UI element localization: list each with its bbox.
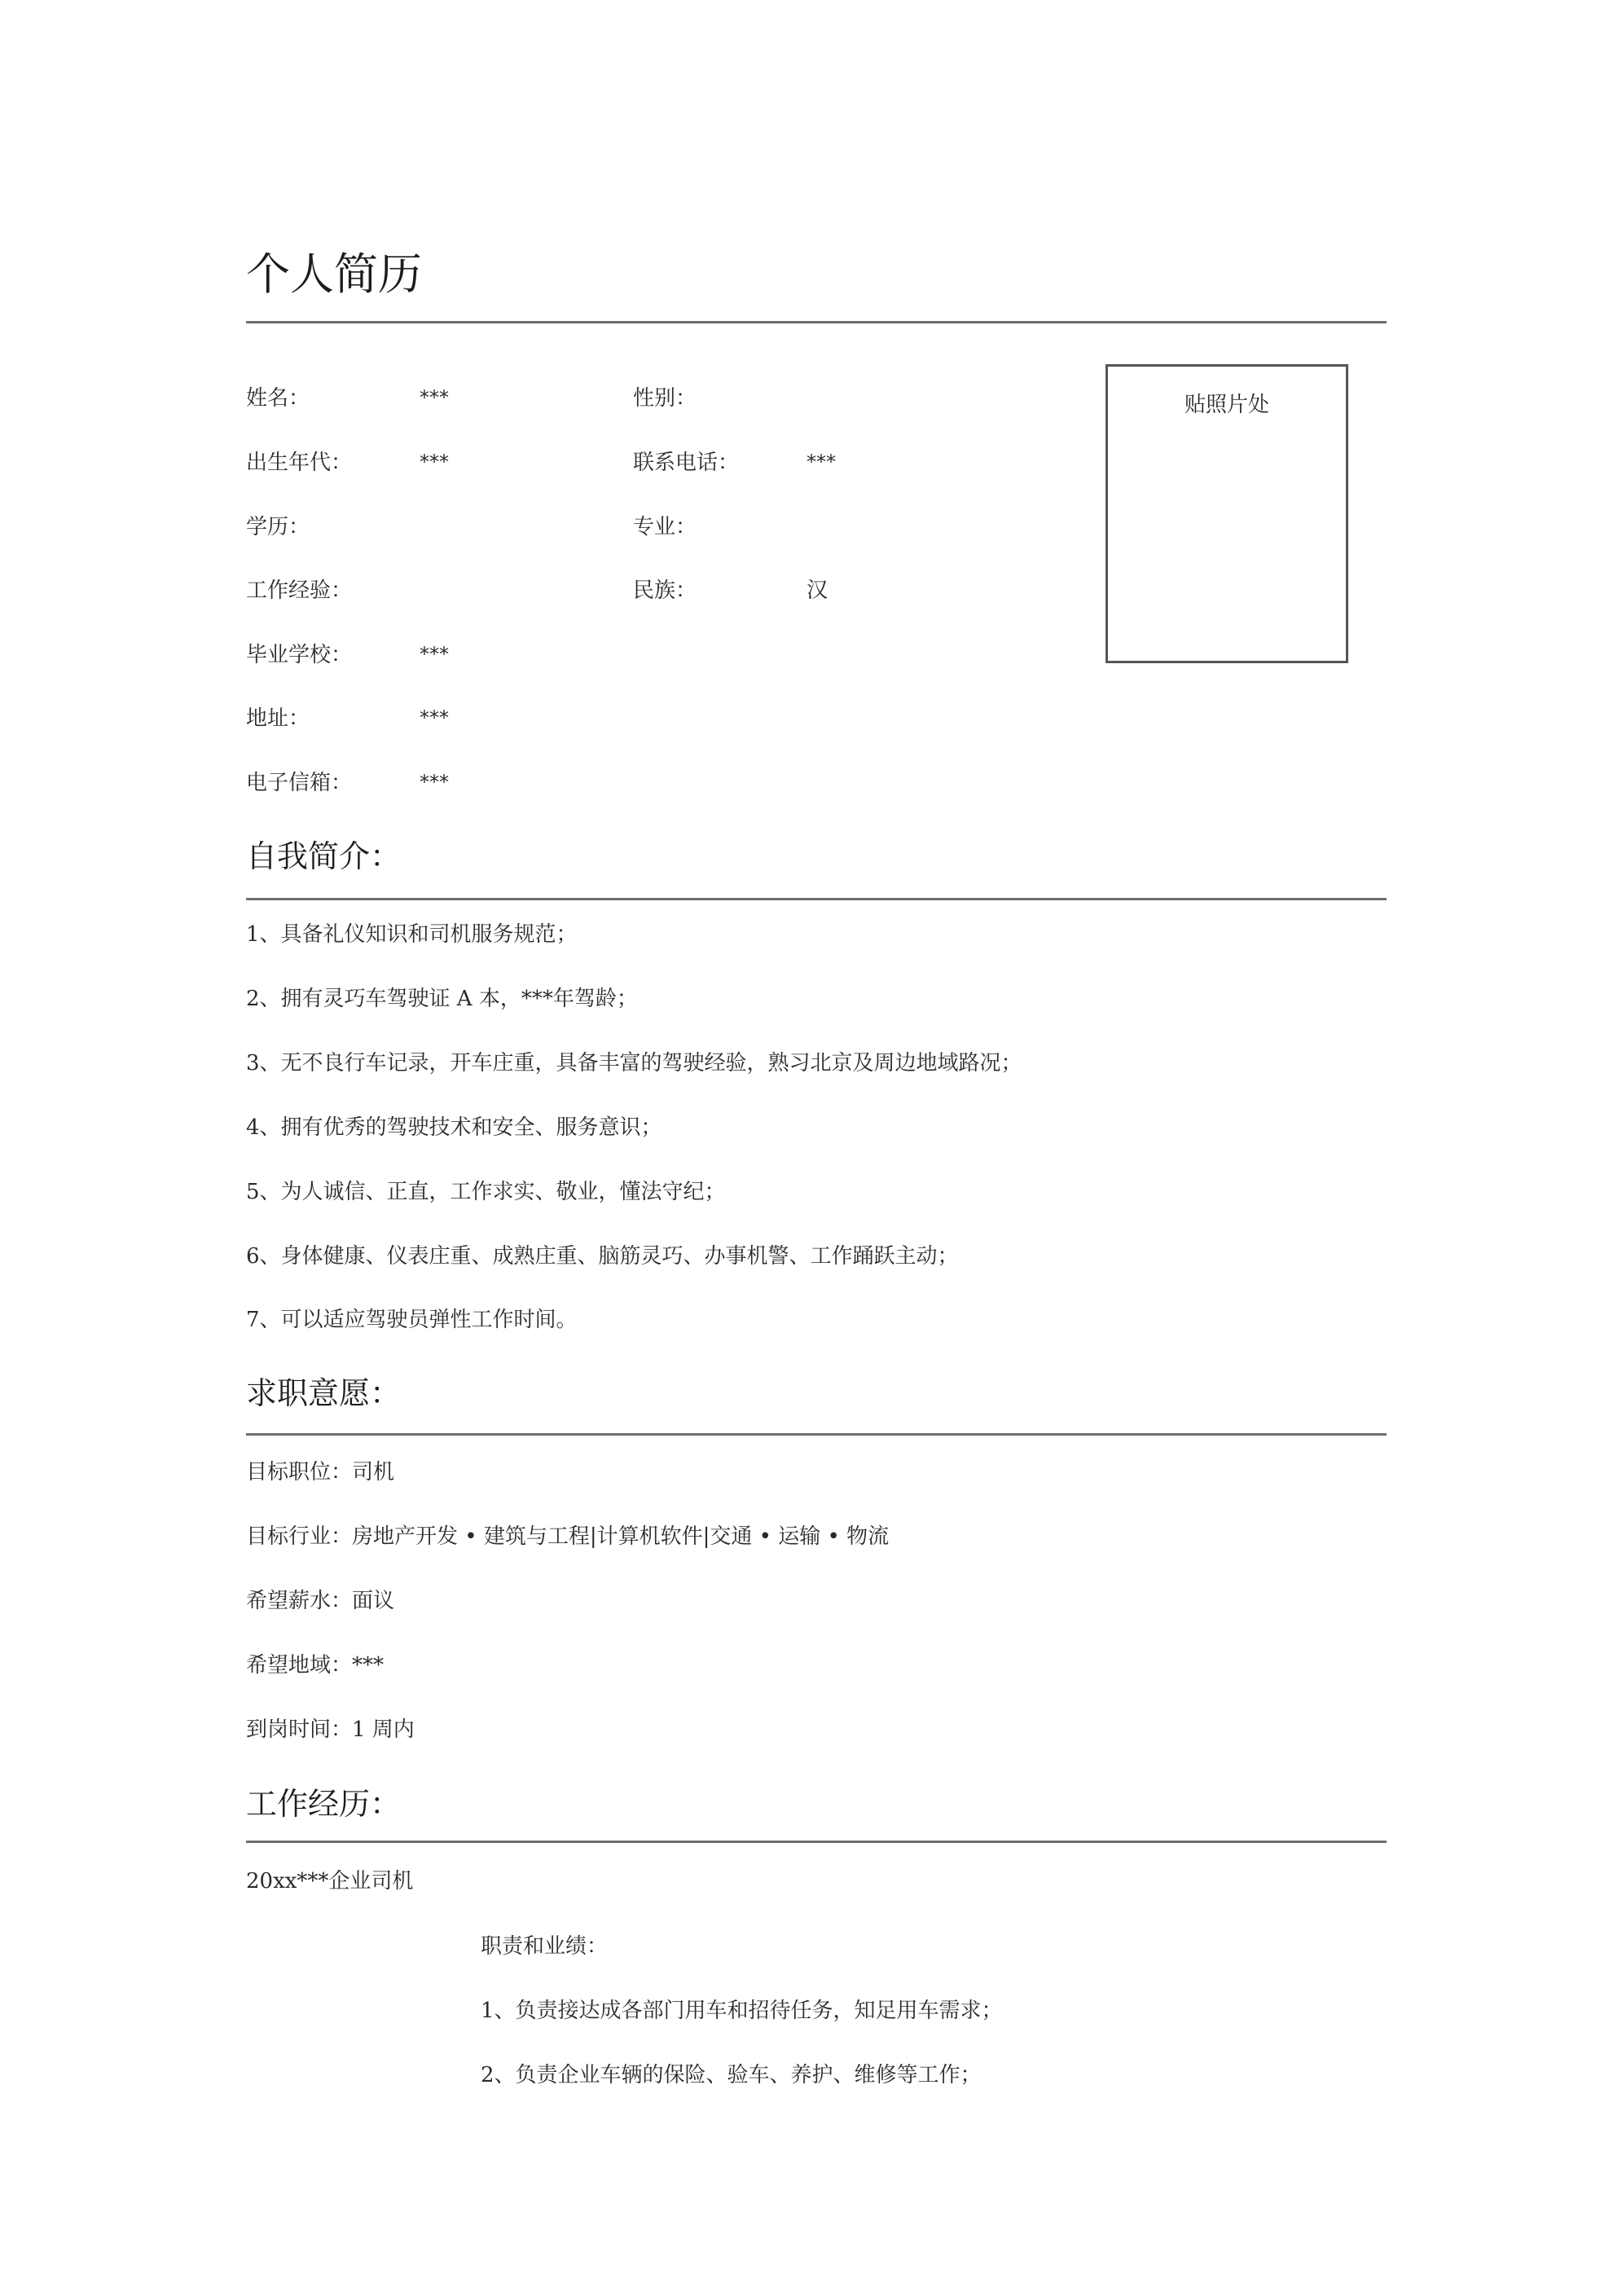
intro-item: 3、无不良行车记录，开车庄重，具备丰富的驾驶经验，熟习北京及周边地域路况； (246, 1051, 1022, 1075)
gender-label: 性别： (633, 386, 697, 411)
photo-placeholder (1106, 364, 1348, 663)
birth-value: *** (420, 451, 449, 473)
intro-item: 2、拥有灵巧车驾驶证 A 本，***年驾龄； (246, 987, 638, 1011)
intro-item: 6、身体健康、仪表庄重、成熟庄重、脑筋灵巧、办事机警、工作踊跃主动； (246, 1244, 959, 1269)
school-label: 毕业学校： (246, 643, 353, 667)
intro-item: 7、可以适应驾驶员弹性工作时间。 (246, 1308, 578, 1332)
intent-heading: 求职意愿： (246, 1375, 402, 1411)
email-label: 电子信箱： (246, 771, 353, 795)
duties-label: 职责和业绩： (481, 1934, 609, 1959)
email-value: *** (420, 771, 449, 794)
intent-item: 到岗时间：1 周内 (246, 1718, 415, 1742)
intent-divider (246, 1433, 1387, 1436)
school-value: *** (420, 643, 449, 666)
page-title: 个人简历 (246, 249, 422, 300)
phone-value: *** (807, 451, 836, 473)
intent-item: 目标行业：房地产开发 • 建筑与工程|计算机软件|交通 • 运输 • 物流 (246, 1524, 890, 1549)
intro-item: 1、具备礼仪知识和司机服务规范； (246, 922, 578, 947)
photo-label: 贴照片处 (1184, 393, 1269, 417)
ethnicity-label: 民族： (633, 578, 697, 603)
address-value: *** (420, 706, 449, 729)
work-entry-title: 20xx***企业司机 (246, 1869, 414, 1894)
intent-item: 希望地域：*** (246, 1653, 385, 1678)
title-divider (246, 321, 1387, 323)
birth-label: 出生年代： (246, 451, 353, 475)
name-label: 姓名： (246, 386, 310, 411)
duty-item: 1、负责接达成各部门用车和招待任务，知足用车需求； (481, 1999, 1003, 2023)
intent-item: 希望薪水：面议 (246, 1589, 395, 1613)
ethnicity-value: 汉 (807, 578, 829, 603)
intro-item: 4、拥有优秀的驾驶技术和安全、服务意识； (246, 1115, 662, 1140)
intro-item: 5、为人诚信、正直，工作求实、敬业，懂法守纪； (246, 1180, 726, 1204)
name-value: *** (420, 386, 449, 409)
intro-heading: 自我简介： (246, 838, 402, 874)
phone-label: 联系电话： (633, 451, 740, 475)
major-label: 专业： (633, 515, 697, 539)
experience-label: 工作经验： (246, 578, 353, 603)
education-label: 学历： (246, 515, 310, 539)
work-heading: 工作经历： (246, 1786, 402, 1822)
address-label: 地址： (246, 706, 310, 731)
work-divider (246, 1841, 1387, 1843)
duty-item: 2、负责企业车辆的保险、验车、养护、维修等工作； (481, 2063, 982, 2087)
intent-item: 目标职位：司机 (246, 1460, 395, 1484)
intro-divider (246, 898, 1387, 900)
